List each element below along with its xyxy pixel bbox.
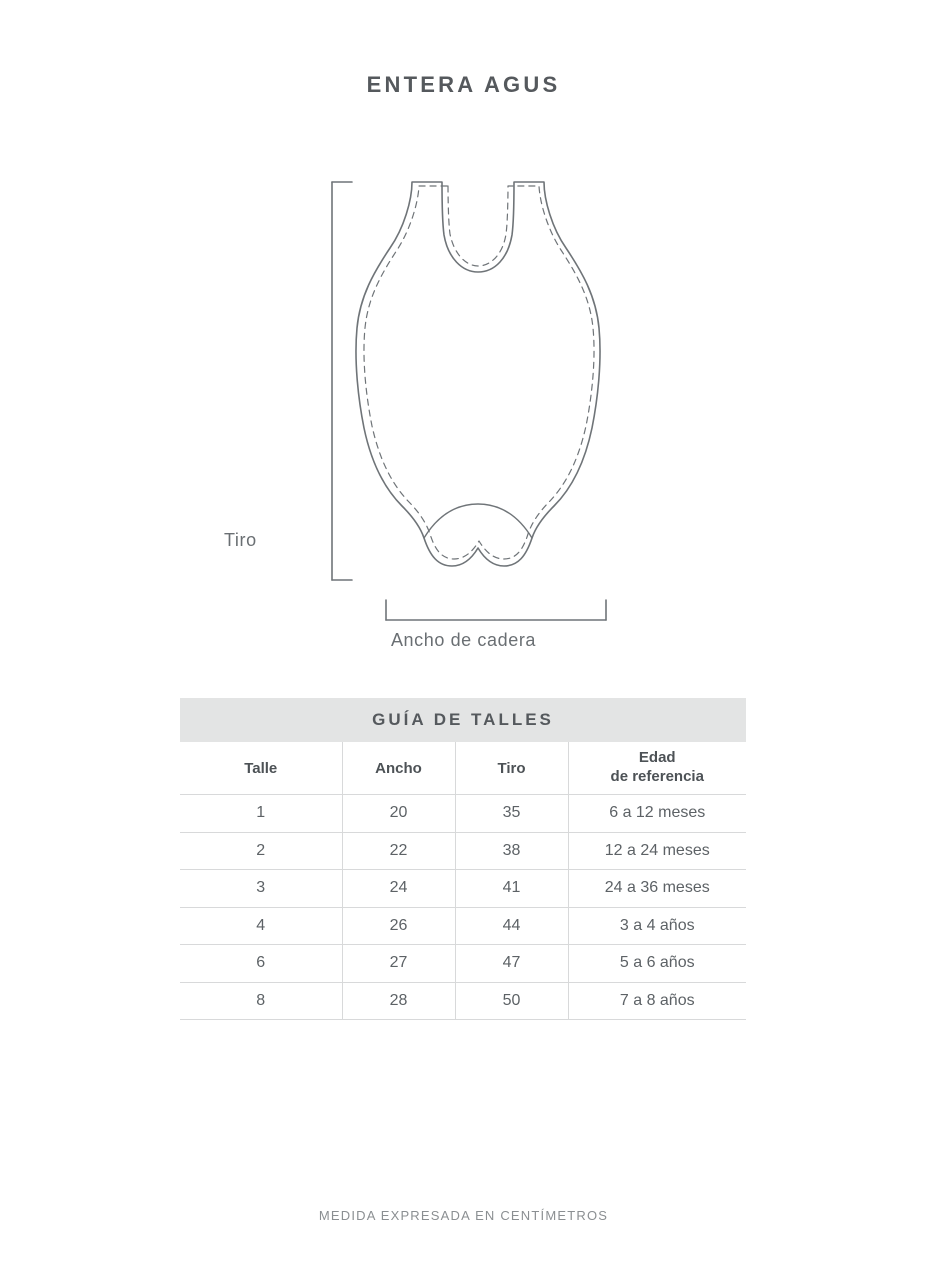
cell-talle: 2 bbox=[180, 832, 342, 870]
table-row bbox=[180, 907, 746, 945]
footnote: MEDIDA EXPRESADA EN CENTÍMETROS bbox=[318, 1208, 609, 1223]
column-header-talle: Talle bbox=[180, 742, 342, 795]
column-header-edad-line1: Edad bbox=[638, 749, 676, 767]
size-table-section bbox=[180, 698, 746, 1020]
cell-talle: 3 bbox=[180, 870, 342, 908]
cell-tiro: 44 bbox=[455, 907, 568, 945]
cell-tiro: 50 bbox=[455, 982, 568, 1020]
measure-label-ancho-de-cadera: Ancho de cadera bbox=[390, 630, 537, 650]
cell-edad: 12 a 24 meses bbox=[568, 832, 746, 870]
swimsuit-illustration bbox=[214, 160, 714, 660]
garment-diagram bbox=[0, 160, 927, 670]
cell-edad: 5 a 6 años bbox=[568, 945, 746, 983]
cell-ancho: 20 bbox=[342, 795, 455, 833]
cell-ancho: 27 bbox=[342, 945, 455, 983]
page-title: ENTERA AGUS bbox=[366, 72, 561, 97]
table-row bbox=[180, 870, 746, 908]
size-table bbox=[180, 742, 746, 1020]
column-header-edad-line2: de referencia bbox=[610, 768, 704, 785]
cell-talle: 8 bbox=[180, 982, 342, 1020]
cell-talle: 4 bbox=[180, 907, 342, 945]
table-row bbox=[180, 832, 746, 870]
cell-ancho: 28 bbox=[342, 982, 455, 1020]
table-row bbox=[180, 795, 746, 833]
cell-talle: 6 bbox=[180, 945, 342, 983]
size-table-heading bbox=[180, 698, 746, 742]
cell-talle: 1 bbox=[180, 795, 342, 833]
cell-ancho: 24 bbox=[342, 870, 455, 908]
column-header-edad bbox=[568, 742, 746, 795]
table-row bbox=[180, 982, 746, 1020]
cell-edad: 3 a 4 años bbox=[568, 907, 746, 945]
table-header-row bbox=[180, 742, 746, 795]
cell-edad: 7 a 8 años bbox=[568, 982, 746, 1020]
cell-ancho: 22 bbox=[342, 832, 455, 870]
measure-label-tiro: Tiro bbox=[224, 530, 257, 550]
cell-edad: 6 a 12 meses bbox=[568, 795, 746, 833]
cell-tiro: 41 bbox=[455, 870, 568, 908]
size-table-heading-text: GUÍA DE TALLES bbox=[372, 710, 554, 729]
cell-ancho: 26 bbox=[342, 907, 455, 945]
cell-tiro: 47 bbox=[455, 945, 568, 983]
cell-tiro: 35 bbox=[455, 795, 568, 833]
column-header-ancho: Ancho bbox=[342, 742, 455, 795]
table-row bbox=[180, 945, 746, 983]
cell-edad: 24 a 36 meses bbox=[568, 870, 746, 908]
cell-tiro: 38 bbox=[455, 832, 568, 870]
column-header-tiro: Tiro bbox=[455, 742, 568, 795]
